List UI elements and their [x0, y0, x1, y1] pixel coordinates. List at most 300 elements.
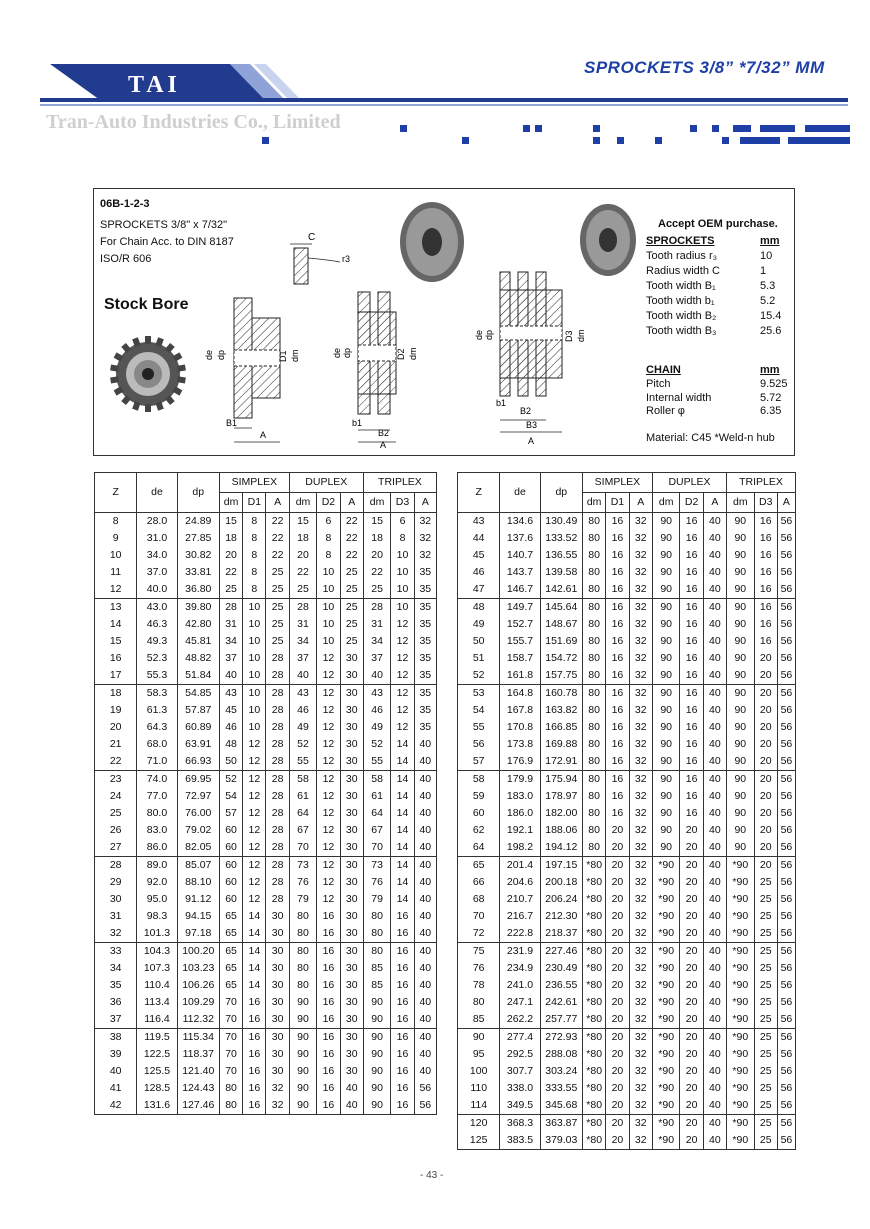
table-cell: 20: [754, 719, 777, 736]
table-cell: 12: [243, 891, 266, 908]
table-cell: 16: [680, 564, 703, 581]
table-cell: 64: [363, 805, 391, 822]
table-cell: 32: [629, 1029, 652, 1047]
table-cell: 30: [340, 1046, 363, 1063]
table-cell: 16: [391, 1029, 414, 1047]
table-cell: 56: [777, 753, 795, 771]
table-cell: 43: [458, 513, 500, 531]
table-cell: 42: [95, 1097, 137, 1115]
table-cell: 55: [289, 753, 317, 771]
table-cell: 16: [391, 1011, 414, 1029]
table-cell: 30: [340, 857, 363, 875]
table-cell: 25: [219, 581, 242, 599]
table-cell: 90: [652, 667, 680, 685]
table-row: [95, 719, 437, 736]
table-cell: 16: [606, 650, 629, 667]
table-cell: 24: [95, 788, 137, 805]
table-cell: 11: [95, 564, 137, 581]
table-cell: 40: [414, 994, 436, 1011]
table-cell: 80: [583, 633, 606, 650]
table-cell: 40: [703, 788, 726, 805]
table-cell: 20: [680, 1080, 703, 1097]
table-cell: *90: [727, 994, 755, 1011]
table-cell: 30: [266, 977, 289, 994]
table-cell: 30: [340, 719, 363, 736]
table-cell: 90: [652, 633, 680, 650]
table-cell: 14: [243, 960, 266, 977]
table-cell: 67: [289, 822, 317, 839]
table-cell: 34.0: [137, 547, 177, 564]
table-cell: 35: [95, 977, 137, 994]
table-cell: 20: [606, 1115, 629, 1133]
table-cell: 12: [243, 788, 266, 805]
table-cell: 32: [629, 581, 652, 599]
table-cell: 20: [754, 857, 777, 875]
table-cell: 12: [317, 753, 340, 771]
table-row: [95, 874, 437, 891]
table-cell: 40: [703, 581, 726, 599]
table-cell: 20: [606, 891, 629, 908]
table-cell: 8: [317, 530, 340, 547]
table-cell: 56: [777, 908, 795, 925]
table-cell: 53: [458, 685, 500, 703]
table-cell: 192.1: [500, 822, 540, 839]
table-cell: 10: [243, 719, 266, 736]
table-cell: 60: [219, 857, 242, 875]
table-cell: 40: [703, 1063, 726, 1080]
table-cell: 64: [458, 839, 500, 857]
table-cell: 30: [95, 891, 137, 908]
table-cell: 16: [680, 650, 703, 667]
table-cell: 16: [680, 513, 703, 531]
table-cell: 80: [583, 650, 606, 667]
table-cell: 90: [652, 513, 680, 531]
table-cell: 85: [458, 1011, 500, 1029]
table-cell: 222.8: [500, 925, 540, 943]
table-row: [458, 891, 796, 908]
table-cell: 130.49: [540, 513, 582, 531]
table-cell: 88.10: [177, 874, 219, 891]
table-cell: 32: [629, 874, 652, 891]
table-cell: 37: [219, 650, 242, 667]
table-cell: 49.3: [137, 633, 177, 650]
table-cell: 12: [317, 719, 340, 736]
table-cell: 28: [266, 822, 289, 839]
table-cell: 16: [391, 977, 414, 994]
table-cell: 76.00: [177, 805, 219, 822]
table-cell: 34: [363, 633, 391, 650]
table-cell: 30: [340, 1011, 363, 1029]
table-cell: 349.5: [500, 1097, 540, 1115]
table-cell: 333.55: [540, 1080, 582, 1097]
table-cell: 25: [266, 564, 289, 581]
table-cell: 16: [317, 994, 340, 1011]
page-number: - 43 -: [420, 1170, 444, 1181]
table-row: [95, 908, 437, 925]
table-cell: 16: [680, 530, 703, 547]
table-cell: 28: [266, 736, 289, 753]
table-cell: 90: [727, 736, 755, 753]
table-cell: 70: [289, 839, 317, 857]
table-cell: 32: [629, 805, 652, 822]
table-cell: 59: [458, 788, 500, 805]
table-cell: 40: [703, 564, 726, 581]
table-cell: 40: [703, 960, 726, 977]
table-cell: 34: [95, 960, 137, 977]
table-cell: 16: [680, 616, 703, 633]
table-cell: 90: [289, 1063, 317, 1080]
table-cell: *80: [583, 925, 606, 943]
table-cell: 32: [629, 667, 652, 685]
table-row: [95, 805, 437, 822]
table-cell: 40: [703, 994, 726, 1011]
table-cell: 20: [606, 1097, 629, 1115]
table-row: [458, 1046, 796, 1063]
table-cell: 32: [629, 753, 652, 771]
table-row: [458, 513, 796, 531]
table-cell: 46: [289, 702, 317, 719]
table-cell: 20: [754, 805, 777, 822]
table-cell: 14: [391, 771, 414, 789]
table-cell: 10: [317, 633, 340, 650]
table-cell: 32: [629, 908, 652, 925]
table-cell: 57: [219, 805, 242, 822]
table-row: [95, 581, 437, 599]
table-cell: 46.3: [137, 616, 177, 633]
table-cell: 22: [340, 513, 363, 531]
svg-text:A: A: [528, 436, 535, 446]
table-row: [95, 530, 437, 547]
table-cell: 56: [777, 994, 795, 1011]
table-cell: 40: [703, 1097, 726, 1115]
table-cell: 94.15: [177, 908, 219, 925]
table-cell: *90: [652, 1132, 680, 1150]
table-cell: 25: [754, 1132, 777, 1150]
table-cell: 90: [727, 753, 755, 771]
table-cell: 20: [680, 1011, 703, 1029]
table-cell: 20: [680, 908, 703, 925]
table-cell: 68: [458, 891, 500, 908]
table-cell: 28: [266, 719, 289, 736]
table-cell: 10: [317, 616, 340, 633]
table-cell: 8: [243, 513, 266, 531]
table-cell: 80: [583, 513, 606, 531]
table-cell: 14: [391, 839, 414, 857]
table-cell: *90: [652, 1011, 680, 1029]
table-cell: 12: [391, 685, 414, 703]
table-cell: 20: [606, 857, 629, 875]
table-cell: 61: [363, 788, 391, 805]
table-cell: 40: [703, 1029, 726, 1047]
table-cell: 90: [727, 805, 755, 822]
table-cell: 20: [95, 719, 137, 736]
table-cell: 49: [458, 616, 500, 633]
table-cell: 12: [317, 685, 340, 703]
table-cell: *90: [727, 925, 755, 943]
table-cell: 25: [340, 564, 363, 581]
table-row: [95, 891, 437, 908]
table-cell: 25: [754, 1115, 777, 1133]
table-cell: 80: [583, 530, 606, 547]
table-cell: 8: [243, 581, 266, 599]
table-cell: 30: [340, 977, 363, 994]
table-cell: 32: [629, 599, 652, 617]
table-cell: 61.3: [137, 702, 177, 719]
table-cell: 176.9: [500, 753, 540, 771]
table-row: [95, 599, 437, 617]
table-cell: 40: [414, 788, 436, 805]
table-cell: 90: [363, 994, 391, 1011]
table-cell: 30: [340, 788, 363, 805]
table-cell: 20: [754, 702, 777, 719]
label-c: C: [308, 232, 316, 243]
table-cell: 16: [317, 943, 340, 961]
sprocket-photo: [110, 328, 188, 420]
table-cell: 37: [95, 1011, 137, 1029]
table-cell: 131.6: [137, 1097, 177, 1115]
table-row: [458, 908, 796, 925]
col-simplex: SIMPLEX: [219, 473, 289, 493]
table-cell: 90: [727, 616, 755, 633]
table-cell: 40: [703, 1080, 726, 1097]
table-cell: 288.08: [540, 1046, 582, 1063]
table-cell: 56: [777, 1115, 795, 1133]
table-row: [458, 547, 796, 564]
table-row: [95, 1046, 437, 1063]
table-cell: 56: [414, 1080, 436, 1097]
table-cell: 14: [243, 908, 266, 925]
table-cell: 67: [363, 822, 391, 839]
table-cell: 127.46: [177, 1097, 219, 1115]
table-row: [458, 960, 796, 977]
table-cell: 167.8: [500, 702, 540, 719]
dimension-table-left: Z de dp SIMPLEX DUPLEX TRIPLEX dm D1 A dm D2 A dm D3 A 8 28.0 24.89 15 8 22 15 6 22 15 6 32 9 31.0 27.85 18 8 22 18 8 22 18 8 32 10 34.0 30.82 20 8 22 20 8 22 20 10 32 11 37.0 33.81 22 8 25 22 10 25 22 10 35 12 40.0 36.80 25 8 25 25 10 25 25 10 35 13 43.0 39.80 28 10 25 28 10 25 28 10 35 14 46.3 42.80 31 10 25 31 10 25 31 12 35 15 49.3 45.81 34 10 25 34 10 25 34 12 35 16 52.3 48.82 37 10 28 37 12 30 37 12 35 17 55.3 51.84 40 10 28 40 12 30 40 12 35 18 58.3 54.85 43 10 28 43 12 30 43 12 35 19 61.3 57.87 45 10 28 46 12 30 46 12 35 20 64.3 60.89 46 10 28 49 12 30 49 12 35 21 68.0 63.91 48 12 28 52 12 30 52 14 40 22 71.0 66.93 50 12 28 55 12 30 55 14 40 23 74.0 69.95 52 12 28 58 12 30 58 14 40 24 77.0 72.97 54 12 28 61 12 30 61 14 40 25 80.0 76.00 57 12 28 64 12 30 64 14 40 26 83.0 79.02 60 12 28 67 12 30 67 14 40 27 86.0 82.05 60 12 28 70 12 30 70 14 40 28 89.0 85.07 60 12 28 73 12 30 73 14 40 29 92.0 88.10 60 12 28 76 12 30 76 14 40 30 95.0 91.12 60 12 28 79 12 30 79 14 40 31 98.3 94.15 65 14 30 80 16 30 80 16 40 32 101.3 97.18 65 14 30 80 16 30 80 16 40 33 104.3 100.20 65 14 30 80 16 30 80 16 40 34 107.3 103.23 65 14 30 80 16 30 85 16 40 35 110.4 106.26 65 14 30 80 16 30 85 16 40 36 113.4 109.29 70 16 30 90 16 30 90 16 40 37 116.4 112.32 70 16 30 90 16 30 90 16 40 38 119.5 115.34 70 16 30 90 16 30 90 16 40 39 122.5 118.37 70 16 30 90 16 30 90 16 40 40 125.5 121.40 70 16 30 90 16 30 90 16 40 41 128.5 124.43 80 16 32 90 16 40 90 16 56 42 131.6 127.46 80 16 32 90 16 40 90 16 56: [94, 472, 437, 1115]
table-cell: 40: [414, 805, 436, 822]
table-cell: 50: [219, 753, 242, 771]
table-cell: 139.58: [540, 564, 582, 581]
sprocket-spec-value: 25.6: [760, 325, 782, 337]
table-cell: 40: [703, 908, 726, 925]
table-cell: *90: [652, 1115, 680, 1133]
table-cell: 40: [703, 702, 726, 719]
svg-text:de: de: [474, 329, 484, 340]
table-row: [95, 788, 437, 805]
sprockets-unit: mm: [760, 235, 780, 247]
table-cell: *90: [652, 977, 680, 994]
table-cell: 35: [414, 667, 436, 685]
table-cell: 25: [754, 943, 777, 961]
table-cell: 110.4: [137, 977, 177, 994]
table-cell: 64: [289, 805, 317, 822]
table-row: [458, 702, 796, 719]
table-cell: 90: [363, 1063, 391, 1080]
table-cell: 16: [606, 530, 629, 547]
table-cell: *90: [727, 1046, 755, 1063]
table-cell: 47: [458, 581, 500, 599]
table-cell: 32: [629, 771, 652, 789]
table-cell: 90: [363, 1011, 391, 1029]
table-row: [95, 513, 437, 531]
table-cell: 52.3: [137, 650, 177, 667]
table-cell: *90: [652, 1029, 680, 1047]
table-cell: 20: [754, 650, 777, 667]
table-cell: 65: [219, 908, 242, 925]
table-cell: 57: [458, 753, 500, 771]
svg-text:A: A: [380, 440, 387, 450]
table-cell: 24.89: [177, 513, 219, 531]
table-cell: 32: [629, 994, 652, 1011]
table-cell: 16: [317, 960, 340, 977]
table-cell: 78: [458, 977, 500, 994]
table-cell: 14: [391, 805, 414, 822]
table-cell: 25: [266, 581, 289, 599]
table-cell: *80: [583, 1029, 606, 1047]
table-row: [458, 616, 796, 633]
table-cell: 80: [363, 925, 391, 943]
table-cell: 118.37: [177, 1046, 219, 1063]
table-cell: 90: [363, 1080, 391, 1097]
table-cell: 6: [391, 513, 414, 531]
table-cell: 80: [583, 771, 606, 789]
table-row: [95, 650, 437, 667]
table-cell: 12: [317, 822, 340, 839]
table-cell: 32: [414, 547, 436, 564]
table-cell: 32: [629, 736, 652, 753]
table-cell: 198.2: [500, 839, 540, 857]
table-cell: 20: [754, 667, 777, 685]
table-cell: 56: [777, 1080, 795, 1097]
table-cell: 20: [754, 753, 777, 771]
table-cell: 20: [754, 788, 777, 805]
table-cell: 16: [243, 1080, 266, 1097]
table-cell: *90: [727, 1011, 755, 1029]
table-cell: 16: [606, 616, 629, 633]
table-cell: 37: [289, 650, 317, 667]
table-cell: 55: [363, 753, 391, 771]
table-cell: 12: [317, 805, 340, 822]
table-cell: 35: [414, 633, 436, 650]
table-cell: 21: [95, 736, 137, 753]
table-row: [458, 943, 796, 961]
sprockets-heading: SPROCKETS: [646, 235, 715, 247]
table-cell: 30: [340, 908, 363, 925]
table-cell: 80: [583, 564, 606, 581]
table-cell: *90: [727, 1115, 755, 1133]
table-cell: 161.8: [500, 667, 540, 685]
table-cell: 20: [606, 822, 629, 839]
table-cell: *90: [652, 1063, 680, 1080]
table-cell: 164.8: [500, 685, 540, 703]
table-cell: 15: [363, 513, 391, 531]
table-cell: 42.80: [177, 616, 219, 633]
table-cell: 80: [583, 719, 606, 736]
table-cell: 90: [727, 599, 755, 617]
table-cell: 28: [266, 702, 289, 719]
table-cell: 16: [317, 977, 340, 994]
table-cell: 20: [680, 977, 703, 994]
table-cell: 20: [680, 839, 703, 857]
table-cell: 34: [219, 633, 242, 650]
table-cell: 25: [340, 616, 363, 633]
table-cell: 169.88: [540, 736, 582, 753]
table-cell: 30: [340, 1063, 363, 1080]
table-cell: 345.68: [540, 1097, 582, 1115]
table-cell: 33.81: [177, 564, 219, 581]
table-cell: 30: [266, 1011, 289, 1029]
table-cell: *80: [583, 1132, 606, 1150]
table-cell: 120: [458, 1115, 500, 1133]
table-cell: *90: [652, 960, 680, 977]
table-cell: 16: [680, 719, 703, 736]
table-row: [458, 633, 796, 650]
table-cell: *80: [583, 1097, 606, 1115]
table-cell: 40: [414, 908, 436, 925]
table-cell: 65: [458, 857, 500, 875]
table-cell: 28: [266, 788, 289, 805]
table-cell: 16: [317, 1011, 340, 1029]
table-cell: 16: [391, 994, 414, 1011]
table-row: [95, 702, 437, 719]
table-cell: 115.34: [177, 1029, 219, 1047]
dimension-table-right: Z de dp SIMPLEX DUPLEX TRIPLEX dm D1 A dm D2 A dm D3 A 43 134.6 130.49 80 16 32 90 16 40 90 16 56 44 137.6 133.52 80 16 32 90 16 40 90 16 56 45 140.7 136.55 80 16 32 90 16 40 90 16 56 46 143.7 139.58 80 16 32 90 16 40 90 16 56 47 146.7 142.61 80 16 32 90 16 40 90 16 56 48 149.7 145.64 80 16 32 90 16 40 90 16 56 49 152.7 148.67 80 16 32 90 16 40 90 16 56 50 155.7 151.69 80 16 32 90 16 40 90 16 56 51 158.7 154.72 80 16 32 90 16 40 90 20 56 52 161.8 157.75 80 16 32 90 16 40 90 20 56 53 164.8 160.78 80 16 32 90 16 40 90 20 56 54 167.8 163.82 80 16 32 90 16 40 90 20 56 55 170.8 166.85 80 16 32 90 16 40 90 20 56 56 173.8 169.88 80 16 32 90 16 40 90 20 56 57 176.9 172.91 80 16 32 90 16 40 90 20 56 58 179.9 175.94 80 16 32 90 16 40 90 20 56 59 183.0 178.97 80 16 32 90 16 40 90 20 56 60 186.0 182.00 80 16 32 90 16 40 90 20 56 62 192.1 188.06 80 20 32 90 20 40 90 20 56 64 198.2 194.12 80 20 32 90 20 40 90 20 56 65 201.4 197.15 *80 20 32 *90 20 40 *90 20 56 66 204.6 200.18 *80 20 32 *90 20 40 *90 25 56 68 210.7 206.24 *80 20 32 *90 20 40 *90 25 56 70 216.7 212.30 *80 20 32 *90 20 40 *90 25 56 72 222.8 218.37 *80 20 32 *90 20 40 *90 25 56 75 231.9 227.46 *80 20 32 *90 20 40 *90 25 56 76 234.9 230.49 *80 20 32 *90 20 40 *90 25 56 78 241.0 236.55 *80 20 32 *90 20 40 *90 25 56 80 247.1 242.61 *80 20 32 *90 20 40 *90 25 56 85 262.2 257.77 *80 20 32 *90 20 40 *90 25 56 90 277.4 272.93 *80 20 32 *90 20 40 *90 25 56 95 292.5 288.08 *80 20 32 *90 20 40 *90 25 56 100 307.7 303.24 *80 20 32 *90 20 40 *90 25 56 110 338.0 333.55 *80 20 32 *90 20 40 *90 25 56 114 349.5 345.68 *80 20 32 *90 20 40 *90 25 56 120 368.3 363.87 *80 20 32 *90 20 40 *90 25 56 125 383.5 379.03 *80 20 32 *90 20 40 *90 25 56: [457, 472, 796, 1150]
table-cell: 25: [266, 599, 289, 617]
table-cell: 32: [629, 633, 652, 650]
table-cell: 73: [289, 857, 317, 875]
table-cell: 25: [754, 1097, 777, 1115]
svg-text:dp: dp: [342, 347, 352, 358]
table-cell: 18: [95, 685, 137, 703]
table-cell: 12: [317, 874, 340, 891]
table-cell: *90: [727, 1097, 755, 1115]
table-cell: 40: [703, 977, 726, 994]
table-cell: 234.9: [500, 960, 540, 977]
label-r3: r3: [342, 254, 351, 264]
table-cell: 35: [414, 650, 436, 667]
table-cell: 40: [414, 960, 436, 977]
table-cell: *80: [583, 1080, 606, 1097]
table-cell: 40: [414, 839, 436, 857]
table-cell: 116.4: [137, 1011, 177, 1029]
col-duplex: DUPLEX: [289, 473, 363, 493]
table-cell: 72: [458, 925, 500, 943]
table-cell: 90: [727, 581, 755, 599]
table-cell: 212.30: [540, 908, 582, 925]
table-row: [458, 1080, 796, 1097]
table-cell: 8: [243, 564, 266, 581]
table-cell: 32: [629, 702, 652, 719]
table-cell: 25: [754, 1046, 777, 1063]
table-row: [458, 599, 796, 617]
table-cell: *80: [583, 908, 606, 925]
table-cell: 80: [219, 1097, 242, 1115]
table-cell: 16: [606, 805, 629, 822]
table-cell: 30: [266, 994, 289, 1011]
table-cell: 32: [629, 513, 652, 531]
material-note: Material: C45 *Weld-n hub: [646, 432, 775, 444]
table-cell: 90: [727, 650, 755, 667]
table-cell: 45: [458, 547, 500, 564]
table-cell: 142.61: [540, 581, 582, 599]
table-cell: 85.07: [177, 857, 219, 875]
table-cell: 16: [317, 1080, 340, 1097]
table-cell: 10: [317, 581, 340, 599]
table-cell: 90: [727, 685, 755, 703]
table-cell: 15: [289, 513, 317, 531]
table-cell: 56: [777, 960, 795, 977]
table-cell: 40: [219, 667, 242, 685]
table-cell: 56: [777, 1029, 795, 1047]
table-cell: 40: [703, 925, 726, 943]
